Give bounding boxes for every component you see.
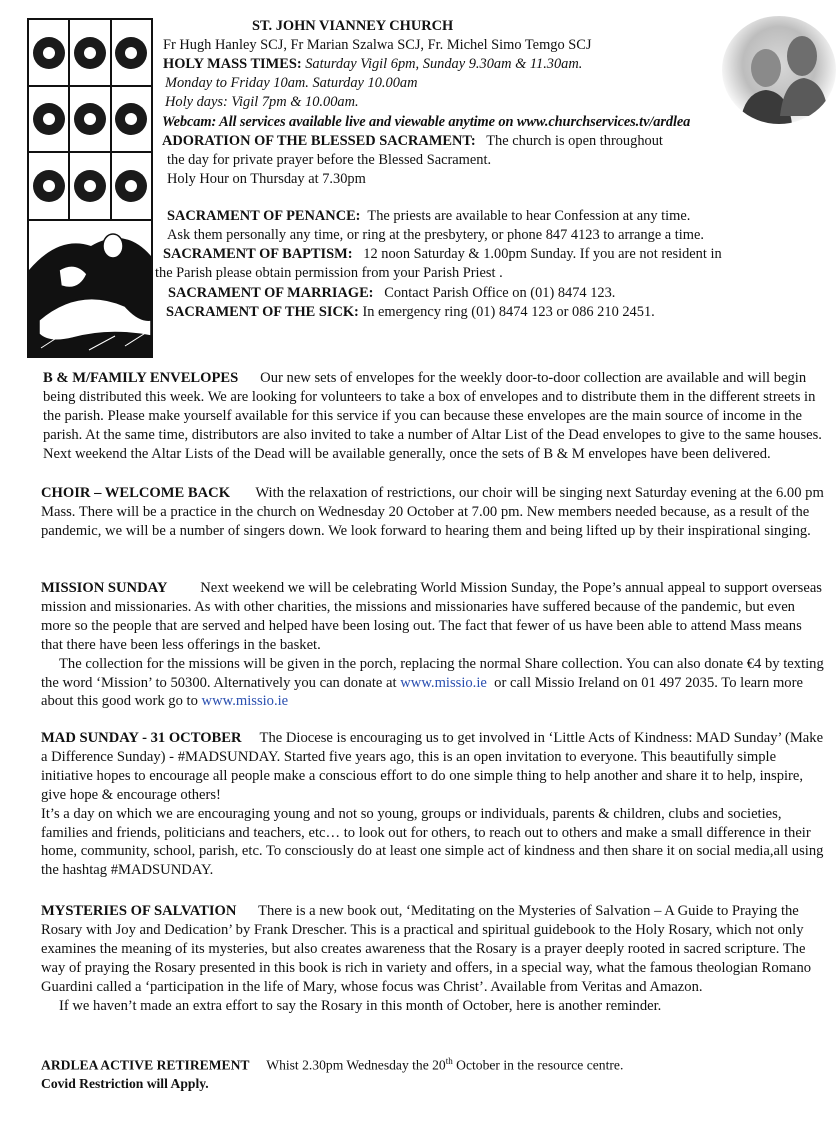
sick-label: SACRAMENT OF THE SICK: <box>166 304 359 320</box>
pieta-woodcut-icon <box>29 20 151 356</box>
section-choir <box>41 484 825 541</box>
portrait-icon <box>722 16 836 124</box>
webcam-line: Webcam: All services available live and viewable anytime on www.churchservices.tv/ardlea <box>162 114 691 130</box>
section-heading: MYSTERIES OF SALVATION <box>41 903 237 919</box>
church-name <box>252 17 453 36</box>
penance-line <box>167 207 690 226</box>
mad-para2: It’s a day on which we are encouraging young and not so young, groups or individuals, parents & children, clubs and societies, families and friends, politicians and teachers, etc… to look out for others, to reach out to others and make a small difference in their home, community, school, parish, etc. To consciously do at least one simple act of kindness and then share it on social media,all using the hashtag #MADSUNDAY. <box>41 805 824 879</box>
penance-line-2: Ask them personally any time, or ring at the presbytery, or phone 847 4123 to arrange a time. <box>167 227 704 243</box>
church-name-text: ST. JOHN VIANNEY CHURCH <box>252 18 454 34</box>
section-mission <box>41 579 825 711</box>
adoration-line <box>162 132 663 151</box>
section-mysteries <box>41 902 825 1015</box>
woodcut-illustration <box>27 18 153 358</box>
missio-link-1[interactable]: www.missio.ie <box>400 674 487 691</box>
retirement-sup: th <box>445 1056 453 1066</box>
adoration-text: The church is open throughout <box>486 133 663 149</box>
retirement-text-a: Whist 2.30pm Wednesday the 20 <box>266 1057 446 1073</box>
weekday-masses: Monday to Friday 10am. Saturday 10.00am <box>165 75 418 91</box>
marriage-text: Contact Parish Office on (01) 8474 123. <box>384 285 616 301</box>
section-retirement <box>41 1052 825 1093</box>
section-heading: MISSION SUNDAY <box>41 580 168 596</box>
adoration-line-3: Holy Hour on Thursday at 7.30pm <box>167 171 366 187</box>
mysteries-para2: If we haven’t made an extra effort to say the Rosary in this month of October, here is another reminder. <box>59 997 662 1014</box>
adoration-line-2: the day for private prayer before the Blessed Sacrament. <box>167 152 492 168</box>
sick-text: In emergency ring (01) 8474 123 or 086 210 2451. <box>362 304 655 320</box>
mass-times-line <box>163 55 582 74</box>
section-text: Next weekend we will be celebrating World Mission Sunday, the Pope’s annual appeal to support overseas mission and missionaries. As with other charities, the missions and missionaries have suffered because of the pandemic, but even more so the people that are served and helped have been losing out. The fact that fewer of us have been able to attend Mass means that there have been less offerings in the basket. <box>41 580 822 653</box>
mission-para2-b: or call Missio Ireland on 01 497 2035. To learn more about this good work go to <box>41 674 803 710</box>
section-heading: ARDLEA ACTIVE RETIREMENT <box>41 1057 250 1073</box>
penance-label: SACRAMENT OF PENANCE: <box>167 208 361 224</box>
penance-text: The priests are available to hear Confession at any time. <box>367 208 691 224</box>
marriage-line <box>168 284 615 303</box>
holy-days: Holy days: Vigil 7pm & 10.00am. <box>165 94 359 110</box>
adoration-label: ADORATION OF THE BLESSED SACRAMENT: <box>162 133 476 149</box>
baptism-text: 12 noon Saturday & 1.00pm Sunday. If you are not resident in <box>363 246 722 262</box>
section-heading: B & M/FAMILY ENVELOPES <box>43 370 239 386</box>
baptism-line-2: the Parish please obtain permission from your Parish Priest . <box>155 265 503 281</box>
covid-note: Covid Restriction will Apply. <box>41 1075 209 1091</box>
marriage-label: SACRAMENT OF MARRIAGE: <box>168 285 374 301</box>
section-envelopes <box>41 369 825 464</box>
priests-line: Fr Hugh Hanley SCJ, Fr Marian Szalwa SCJ, Fr. Michel Simo Temgo SCJ <box>163 37 592 53</box>
sick-line <box>166 303 655 322</box>
section-heading: CHOIR – WELCOME BACK <box>41 485 231 501</box>
mass-times-label: HOLY MASS TIMES: <box>163 56 302 72</box>
section-heading: MAD SUNDAY - 31 OCTOBER <box>41 730 242 746</box>
section-text: With the relaxation of restrictions, our choir will be singing next Saturday evening at the 6.00 pm Mass. There will be a practice in the church on Wednesday 20 October at 7.00 pm. New members needed because, as a result of the pandemic, we will be a number of singers down. We look forward to hearing them and being lifted up by their inspirational singing. <box>41 485 824 539</box>
baptism-line <box>163 245 722 264</box>
missio-link-2[interactable]: www.missio.ie <box>201 693 289 710</box>
priests-portrait <box>722 16 836 124</box>
retirement-text-b: October in the resource centre. <box>452 1057 624 1073</box>
section-text: There is a new book out, ‘Meditating on the Mysteries of Salvation – A Guide to Praying the Rosary with Joy and Dedication’ by Frank Drescher. This is a practical and spiritual guidebook to the Holy Rosary, which not only examines the meaning of its mysteries, but also creates awareness that the Rosary is a prayer deeply rooted in sacred scripture. The way of praying the Rosary presented in this book is rich in variety and offers, in a special way, what the famous theologian Romano Guardini called a ‘participation in the life of Mary, whose focus was Christ’. Available from Veritas and Amazon. <box>41 903 812 995</box>
section-text: The Diocese is encouraging us to get involved in ‘Little Acts of Kindness: MAD Sunday’ (Make a Difference Sunday) - #MADSUNDAY. Started five years ago, this is an open invitation to everyone. This beautifully simple initiative hopes to encourage all people make a conscious effort to do one simple thing to help another and share it to help, inspire, give hope & encourage others! <box>41 730 824 803</box>
mass-times-text: Saturday Vigil 6pm, Sunday 9.30am & 11.30am. <box>305 56 583 72</box>
section-mad-sunday <box>41 729 825 880</box>
baptism-label: SACRAMENT OF BAPTISM: <box>163 246 353 262</box>
section-text: Our new sets of envelopes for the weekly door-to-door collection are available and will begin being distributed this week. We are looking for volunteers to take a box of envelopes and to distribute them in the different streets in the parish. Please make yourself available for this service if you can because these envelopes are the main source of income in the parish. At the same time, distributors are also invited to take a number of Altar List of the Dead envelopes to give to the same houses. Next weekend the Altar Lists of the Dead will be available generally, once the sets of B & M envelopes have been delivered. <box>43 370 822 462</box>
mission-para2-a: The collection for the missions will be given in the porch, replacing the normal Share collection. You can also donate €4 by texting the word ‘Mission’ to 50300. Alternatively you can donate at <box>41 655 824 691</box>
